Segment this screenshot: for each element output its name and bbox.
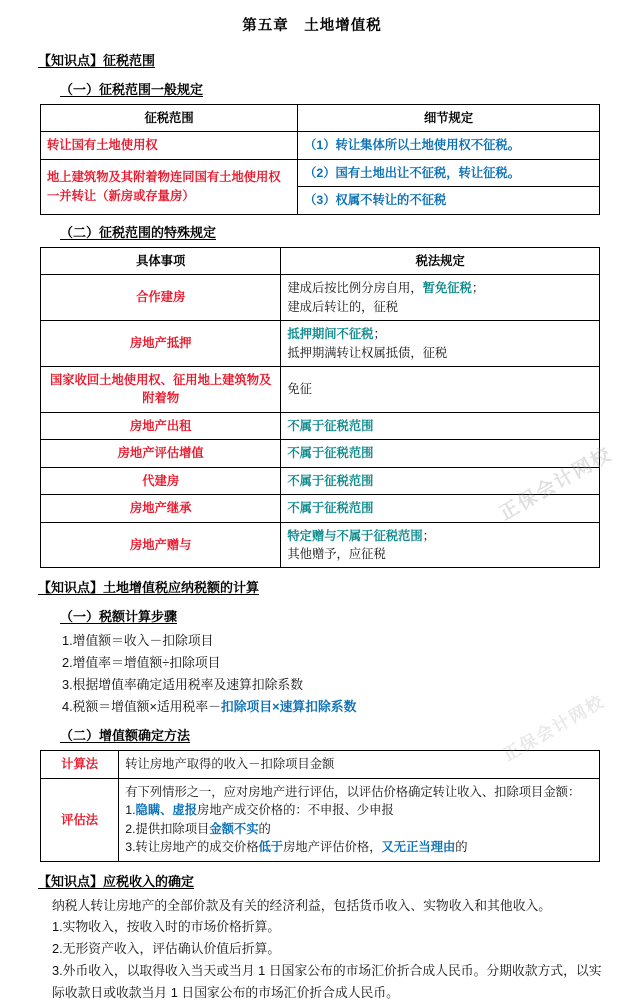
eval-item-3-highlight2: 又无正当理由: [381, 840, 456, 855]
table2-row2-item: 房地产抵押: [41, 321, 281, 367]
rule-highlight: 抵押期间不征税: [287, 327, 374, 342]
eval-item-1: [125, 801, 593, 819]
table2-row6-rule: 不属于征税范围: [281, 467, 600, 494]
eval-item-3-post2: 的: [455, 840, 468, 855]
list-item: 1.实物收入，按收入时的市场价格折算。: [52, 919, 281, 935]
section3-intro: 纳税人转让房地产的全部价款及有关的经济利益，包括货币收入、实物收入和其他收入。: [52, 897, 552, 913]
table-row: [41, 132, 600, 159]
table1-row1-detail: （1）转让集体所以土地使用权不征税。: [298, 132, 600, 159]
table-row: [41, 159, 600, 186]
eval-item-1-highlight: 隐瞒、虚报: [135, 803, 198, 818]
knowledge-point-1-heading: 【知识点】征税范围: [38, 53, 156, 68]
table2-row8-rule: [281, 522, 600, 568]
rule-text-line2: 其他赠予，应征税: [287, 547, 386, 561]
rule-text: 建成后按比例分房自用，: [287, 281, 423, 296]
table3-row2-content: [119, 778, 600, 861]
eval-item-2-pre: 提供扣除项目: [135, 821, 210, 836]
table2-header-rule: 税法规定: [281, 247, 600, 274]
knowledge-point-1-line: [26, 45, 602, 72]
knowledge-point-2-line: [26, 572, 602, 599]
eval-item-2-num: 2.: [125, 821, 136, 836]
eval-item-3-num: 3.: [125, 840, 136, 855]
document-body: [0, 45, 624, 1003]
step4-highlight: 扣除项目×速算扣除系数: [220, 699, 357, 715]
table3-row2-label: 评估法: [41, 778, 119, 861]
rule-punct: ；: [471, 281, 485, 296]
list-item: 2.无形资产收入，评估确认价值后折算。: [52, 941, 281, 957]
list-item: 2.增值率＝增值额÷扣除项目: [62, 655, 221, 671]
table1-row3-detail: （3）权属不转让的不征税: [298, 187, 600, 214]
table2-row5-item: 房地产评估增值: [41, 440, 281, 467]
table2-row3-item: 国家收回土地使用权、征用地上建筑物及附着物: [41, 366, 281, 412]
list-item: 3.外币收入，以取得收入当天或当月 1 日国家公布的市场汇价折合成人民币。分期收款方式，以实际收款日或收款当月 1 日国家公布的市场汇价折合成人民币。: [52, 962, 602, 1000]
table1-row2-detail: （2）国有土地出让不征税，转让征税。: [298, 159, 600, 186]
table1-header-scope: 征税范围: [41, 105, 298, 132]
watermark: 正保会计网校: [496, 443, 616, 525]
section1-sub2-line: [26, 218, 602, 244]
table2-row7-item: 房地产继承: [41, 495, 281, 522]
table-special-scope: [40, 247, 600, 569]
rule-punct: ；: [422, 528, 435, 543]
page-title: 第五章 土地增值税: [242, 18, 382, 34]
eval-item-3-highlight: 低于: [258, 840, 284, 855]
rule-highlight: 暂免征税: [422, 281, 472, 296]
list-item: 1.增值额＝收入－扣除项目: [62, 633, 214, 649]
table2-row1-rule: [281, 275, 600, 321]
table-row: [41, 321, 600, 367]
rule-text-line2: 建成后转让的，征税: [287, 299, 399, 314]
table2-row6-item: 代建房: [41, 467, 281, 494]
table2-row1-item: 合作建房: [41, 275, 281, 321]
list-item: 3.根据增值率确定适用税率及速算扣除系数: [62, 677, 304, 693]
table2-row8-item: 房地产赠与: [41, 522, 281, 568]
calc-steps-list: [62, 630, 602, 718]
section1-sub2-heading: （二）征税范围的特殊规定: [60, 224, 217, 240]
table-header-row: [41, 247, 600, 274]
list-item: [62, 696, 602, 718]
knowledge-point-3-heading: 【知识点】应税收入的确定: [38, 873, 195, 889]
step4-prefix: 4.税额＝增值额×适用税率－: [62, 699, 221, 715]
table-row: [41, 778, 600, 861]
table2-row7-rule: 不属于征税范围: [281, 495, 600, 522]
eval-item-3: [125, 838, 593, 856]
watermark-secondary: 正保会计网校: [499, 691, 609, 765]
table-row: [41, 751, 600, 778]
table-row: [41, 412, 600, 439]
table-row: [41, 522, 600, 568]
eval-item-1-post: 房地产成交价格的：不申报、少申报: [197, 803, 394, 818]
eval-item-1-num: 1.: [125, 803, 136, 818]
rule-text-line2: 抵押期满转让权属抵债，征税: [287, 345, 448, 360]
table2-row4-item: 房地产出租: [41, 412, 281, 439]
table-row: [41, 495, 600, 522]
eval-intro: 有下列情形之一，应对房地产进行评估，以评估价格确定转让收入、扣除项目金额：: [125, 784, 581, 799]
section2-sub2-line: [26, 721, 602, 747]
section1-sub1-heading: （一）征税范围一般规定: [60, 82, 204, 97]
eval-item-2-highlight: 金额不实: [209, 821, 259, 836]
knowledge-point-2-heading: 【知识点】土地增值税应纳税额的计算: [38, 580, 260, 596]
rule-punct: ；: [373, 327, 386, 342]
section3-body: [52, 895, 602, 1003]
eval-item-3-pre: 转让房地产的成交价格: [135, 840, 259, 855]
rule-highlight: 特定赠与不属于征税范围: [287, 528, 423, 543]
table-appreciation-methods: [40, 750, 600, 861]
table-header-row: [41, 105, 600, 132]
table-general-scope: [40, 104, 600, 215]
document-page: [0, 14, 624, 1000]
section2-sub1-heading: （一）税额计算步骤: [60, 609, 178, 625]
table2-row3-rule: 免征: [281, 366, 600, 412]
table1-row2-scope: 地上建筑物及其附着物连同国有土地使用权一并转让（新房或存量房）: [41, 159, 298, 214]
table2-row5-rule: 不属于征税范围: [281, 440, 600, 467]
eval-item-3-post: 房地产评估价格，: [283, 840, 382, 855]
section1-sub1-line: [26, 75, 602, 101]
table2-row4-rule: 不属于征税范围: [281, 412, 600, 439]
table-row: [41, 275, 600, 321]
table1-row1-scope: 转让国有土地使用权: [41, 132, 298, 159]
table-row: [41, 440, 600, 467]
table-row: [41, 467, 600, 494]
table-row: [41, 366, 600, 412]
table2-header-item: 具体事项: [41, 247, 281, 274]
table3-row1-content: 转让房地产取得的收入－扣除项目金额: [119, 751, 600, 778]
eval-item-2: [125, 820, 593, 838]
table2-row2-rule: [281, 321, 600, 367]
section2-sub1-line: [26, 602, 602, 628]
table3-row1-label: 计算法: [41, 751, 119, 778]
table1-header-detail: 细节规定: [298, 105, 600, 132]
eval-item-2-post: 的: [258, 821, 271, 836]
section2-sub2-heading: （二）增值额确定方法: [60, 728, 191, 744]
